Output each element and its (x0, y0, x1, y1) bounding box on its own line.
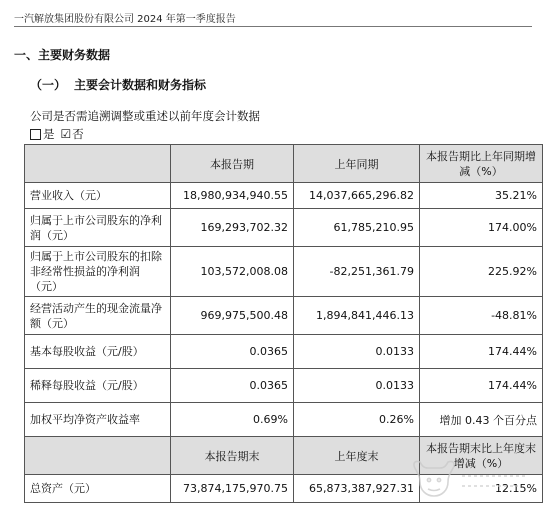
prior-value: 0.26% (294, 403, 420, 437)
row-label: 归属于上市公司股东的扣除非经常性损益的净利润（元） (25, 247, 171, 297)
header-cell: 上年同期 (294, 145, 420, 183)
row-label: 加权平均净资产收益率 (25, 403, 171, 437)
current-value: 969,975,500.48 (171, 297, 294, 335)
retro-adjust-question: 公司是否需追溯调整或重述以前年度会计数据 (30, 109, 260, 123)
header-cell: 本报告期比上年同期增减（%） (420, 145, 543, 183)
change-value: 增加 0.43 个百分点 (420, 403, 543, 437)
prior-value: 0.0133 (294, 335, 420, 369)
change-value: 225.92% (420, 247, 543, 297)
row-label: 营业收入（元） (25, 183, 171, 209)
prior-value: 14,037,665,296.82 (294, 183, 420, 209)
current-value: 18,980,934,940.55 (171, 183, 294, 209)
current-value: 73,874,175,970.75 (171, 475, 294, 503)
option-yes (30, 126, 55, 142)
current-value: 103,572,008.08 (171, 247, 294, 297)
current-value: 169,293,702.32 (171, 209, 294, 247)
header-cell: 本报告期末比上年度末增减（%） (420, 437, 543, 475)
table-row (25, 369, 543, 403)
table-row (25, 183, 543, 209)
table-row (25, 335, 543, 369)
prior-value: 61,785,210.95 (294, 209, 420, 247)
prior-value: 1,894,841,446.13 (294, 297, 420, 335)
header-cell (25, 145, 171, 183)
option-no (61, 126, 84, 142)
prior-value: 65,873,387,927.31 (294, 475, 420, 503)
table-header-row (25, 437, 543, 475)
subsection-title: 主要会计数据和财务指标 (74, 78, 207, 92)
header-cell: 本报告期末 (171, 437, 294, 475)
header-cell: 上年度末 (294, 437, 420, 475)
section-heading: 一、主要财务数据 (14, 48, 111, 62)
option-no-label: 否 (72, 127, 84, 141)
prior-value: 0.0133 (294, 369, 420, 403)
row-label: 稀释每股收益（元/股） (25, 369, 171, 403)
header-divider (14, 26, 532, 27)
table-row (25, 297, 543, 335)
header-cell: 本报告期 (171, 145, 294, 183)
table-row (25, 209, 543, 247)
checkbox-unchecked-icon (30, 129, 41, 140)
subsection-heading (30, 76, 206, 93)
row-label: 经营活动产生的现金流量净额（元） (25, 297, 171, 335)
row-label: 归属于上市公司股东的净利润（元） (25, 209, 171, 247)
table-header-row (25, 145, 543, 183)
key-financial-data-table (24, 144, 543, 503)
current-value: 0.0365 (171, 369, 294, 403)
change-value: 35.21% (420, 183, 543, 209)
document-header: 一汽解放集团股份有限公司 2024 年第一季度报告 (14, 14, 236, 25)
subsection-number: （一） (30, 78, 67, 92)
checkbox-checked-icon: ☑ (60, 127, 72, 141)
change-value: 174.44% (420, 335, 543, 369)
current-value: 0.69% (171, 403, 294, 437)
retro-adjust-options (30, 126, 90, 142)
prior-value: -82,251,361.79 (294, 247, 420, 297)
change-value: 174.44% (420, 369, 543, 403)
header-cell (25, 437, 171, 475)
current-value: 0.0365 (171, 335, 294, 369)
table-row (25, 475, 543, 503)
change-value: -48.81% (420, 297, 543, 335)
row-label: 基本每股收益（元/股） (25, 335, 171, 369)
table-row (25, 403, 543, 437)
option-yes-label: 是 (43, 127, 55, 141)
row-label: 总资产（元） (25, 475, 171, 503)
table-row (25, 247, 543, 297)
change-value: 12.15% (420, 475, 543, 503)
change-value: 174.00% (420, 209, 543, 247)
